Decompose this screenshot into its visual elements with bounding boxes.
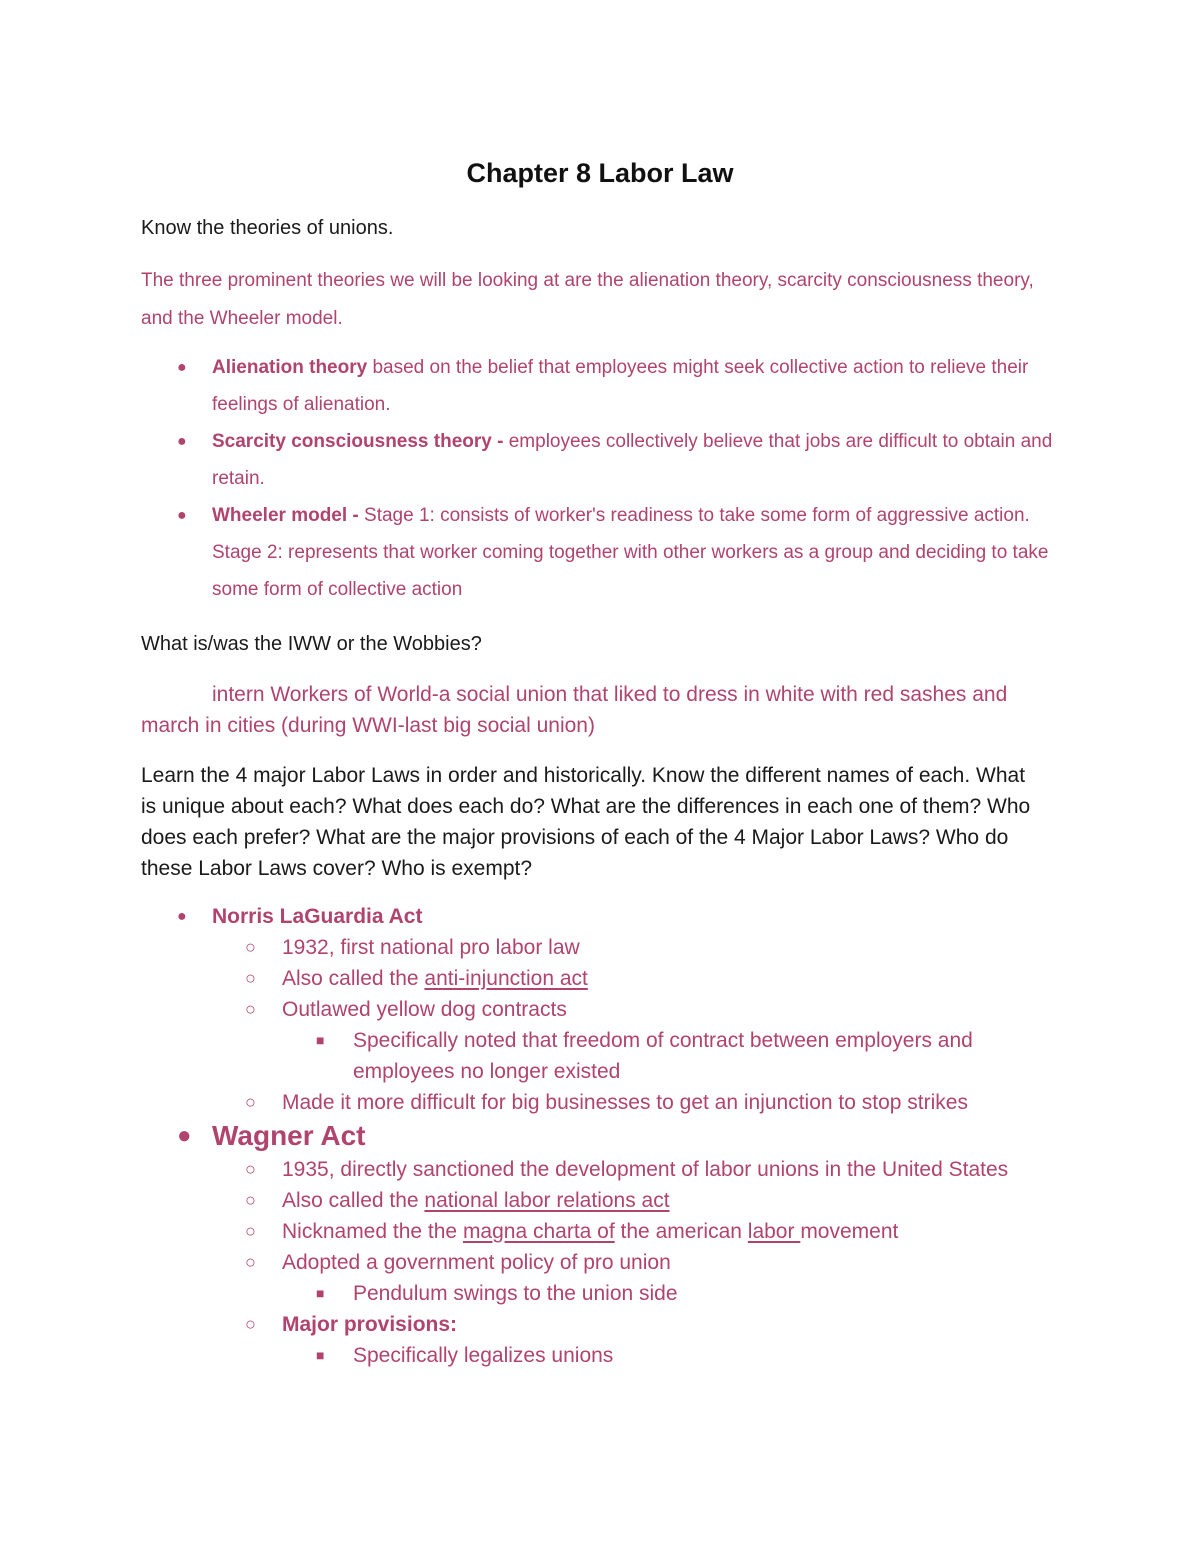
page-title: Chapter 8 Labor Law — [466, 158, 734, 188]
bullet-icon: ● — [177, 908, 187, 925]
list-item — [141, 932, 1066, 963]
list-item — [141, 423, 1066, 497]
bullet-icon: ● — [177, 433, 187, 450]
law-detail: the american — [614, 1220, 748, 1243]
theory-term: Scarcity consciousness theory - — [212, 431, 504, 452]
law-detail: 1935, directly sanctioned the development of labor unions in the United States — [282, 1158, 1009, 1181]
law-nickname: magna charta of — [462, 1220, 615, 1243]
circle-bullet-icon: ○ — [245, 1314, 256, 1334]
list-item — [141, 1340, 1066, 1371]
theory-term: Wheeler model - — [212, 505, 359, 526]
theory-text: employees collectively believe that jobs are difficult to obtain and retain. — [212, 431, 1053, 489]
law-detail: Specifically noted that freedom of contract between employers and employees no longer existed — [353, 1029, 973, 1083]
law-title: Norris LaGuardia Act — [212, 905, 423, 928]
list-item — [141, 497, 1066, 608]
circle-bullet-icon: ○ — [245, 937, 256, 957]
theory-text: Stage 1: consists of worker's readiness to take some form of aggressive action. Stage 2: represents that worker coming together with other workers as a group and deciding to take some form of collective action — [212, 505, 1049, 600]
labor-laws-list — [141, 901, 1066, 1371]
theory-text: based on the belief that employees might seek collective action to relieve their feelings of alienation. — [212, 357, 1029, 415]
law-detail: Major provisions: — [282, 1313, 458, 1336]
list-item — [141, 1278, 1066, 1309]
circle-bullet-icon: ○ — [245, 1190, 256, 1210]
theory-term: Alienation theory — [212, 357, 368, 378]
law-title: Wagner Act — [212, 1120, 366, 1151]
bullet-icon: ● — [177, 359, 187, 376]
list-item — [141, 1087, 1066, 1118]
question-theories: Know the theories of unions. — [141, 217, 394, 239]
answer-iww-text: intern Workers of World-a social union that liked to dress in white with red sashes and march in cities (during WWI-last big social union) — [141, 683, 1008, 737]
list-item — [141, 1154, 1066, 1185]
law-detail: Outlawed yellow dog contracts — [282, 998, 567, 1021]
list-item — [141, 1185, 1066, 1216]
circle-bullet-icon: ○ — [245, 1092, 256, 1112]
circle-bullet-icon: ○ — [245, 1159, 256, 1179]
list-item — [141, 1247, 1066, 1278]
circle-bullet-icon: ○ — [245, 968, 256, 988]
list-item — [141, 1025, 1066, 1087]
law-detail: 1932, first national pro labor law — [282, 936, 580, 959]
list-item — [141, 1216, 1066, 1247]
law-detail: Adopted a government policy of pro union — [282, 1251, 671, 1274]
list-item — [141, 1118, 1066, 1154]
bullet-icon: ● — [177, 1122, 192, 1149]
law-detail: Specifically legalizes unions — [353, 1344, 614, 1367]
answer-iww — [141, 679, 1066, 741]
labor-laws-prompt: Learn the 4 major Labor Laws in order and historically. Know the different names of each. What is unique about each? What does each do? What are the differences in each one of them? Who does each prefer? What are the major provisions of each of the 4 Major Labor Laws? Who do these Labor Laws cover? Who is exempt? — [141, 764, 1031, 880]
circle-bullet-icon: ○ — [245, 1252, 256, 1272]
circle-bullet-icon: ○ — [245, 999, 256, 1019]
bullet-icon: ● — [177, 507, 187, 524]
law-alias: anti-injunction act — [424, 967, 588, 990]
list-item — [141, 349, 1066, 423]
list-item — [141, 901, 1066, 932]
law-detail: Pendulum swings to the union side — [353, 1282, 678, 1305]
list-item — [141, 1309, 1066, 1340]
law-detail: Nicknamed the the — [282, 1220, 463, 1243]
list-item — [141, 994, 1066, 1025]
list-item — [141, 963, 1066, 994]
square-bullet-icon: ■ — [316, 1285, 325, 1301]
theories-list — [141, 349, 1066, 608]
square-bullet-icon: ■ — [316, 1032, 325, 1048]
answer-theories: The three prominent theories we will be looking at are the alienation theory, scarcity consciousness theory, and the Wheeler model. — [141, 270, 1034, 329]
law-detail: Also called the — [282, 1189, 425, 1212]
law-alias: national labor relations act — [424, 1189, 670, 1212]
law-detail: Also called the — [282, 967, 425, 990]
law-detail: Made it more difficult for big businesses to get an injunction to stop strikes — [282, 1091, 968, 1114]
circle-bullet-icon: ○ — [245, 1221, 256, 1241]
question-iww: What is/was the IWW or the Wobbies? — [141, 633, 482, 655]
law-nickname: labor — [747, 1220, 801, 1243]
law-detail: movement — [800, 1220, 899, 1243]
square-bullet-icon: ■ — [316, 1347, 325, 1363]
